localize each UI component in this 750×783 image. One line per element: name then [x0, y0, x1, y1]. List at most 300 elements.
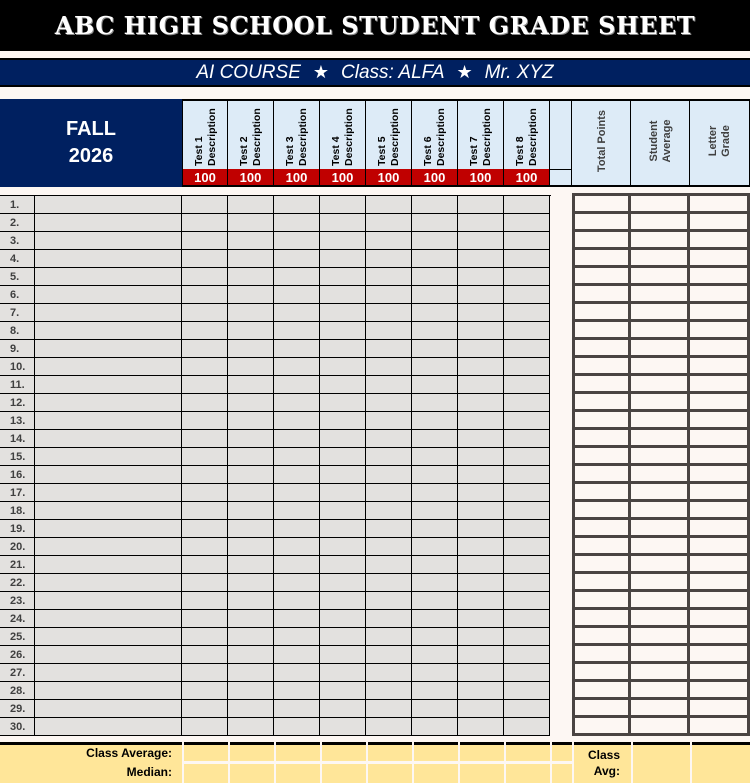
grade-cell[interactable]	[458, 196, 504, 214]
grade-cell[interactable]	[458, 700, 504, 718]
student-name-cell[interactable]	[34, 232, 182, 250]
letter-grade-cell[interactable]	[690, 322, 750, 340]
grade-cell[interactable]	[228, 322, 274, 340]
grade-cell[interactable]	[366, 304, 412, 322]
grade-cell[interactable]	[274, 556, 320, 574]
student-average-cell[interactable]	[631, 466, 690, 484]
grade-cell[interactable]	[228, 628, 274, 646]
grade-cell[interactable]	[320, 628, 366, 646]
total-points-cell[interactable]	[575, 664, 631, 682]
grade-cell[interactable]	[504, 394, 550, 412]
total-points-cell[interactable]	[575, 304, 631, 322]
grade-cell[interactable]	[458, 268, 504, 286]
grade-cell[interactable]	[504, 232, 550, 250]
test-max-points[interactable]: 100	[228, 169, 274, 187]
grade-cell[interactable]	[458, 484, 504, 502]
grade-cell[interactable]	[274, 430, 320, 448]
grade-cell[interactable]	[320, 268, 366, 286]
grade-cell[interactable]	[182, 286, 228, 304]
grade-cell[interactable]	[366, 196, 412, 214]
total-points-cell[interactable]	[575, 502, 631, 520]
class-average-cell[interactable]	[184, 742, 228, 761]
letter-grade-cell[interactable]	[690, 610, 750, 628]
total-points-cell[interactable]	[575, 412, 631, 430]
total-points-cell[interactable]	[575, 574, 631, 592]
grade-cell[interactable]	[366, 430, 412, 448]
grade-cell[interactable]	[228, 700, 274, 718]
grade-cell[interactable]	[320, 412, 366, 430]
student-name-cell[interactable]	[34, 322, 182, 340]
grade-cell[interactable]	[320, 340, 366, 358]
grade-cell[interactable]	[504, 214, 550, 232]
grade-cell[interactable]	[274, 376, 320, 394]
test-max-points[interactable]: 100	[182, 169, 228, 187]
total-points-cell[interactable]	[575, 286, 631, 304]
student-average-cell[interactable]	[631, 232, 690, 250]
student-average-cell[interactable]	[631, 610, 690, 628]
student-average-cell[interactable]	[631, 718, 690, 736]
grade-cell[interactable]	[320, 646, 366, 664]
grade-cell[interactable]	[182, 394, 228, 412]
grade-cell[interactable]	[228, 412, 274, 430]
student-average-cell[interactable]	[631, 448, 690, 466]
grade-cell[interactable]	[504, 574, 550, 592]
grade-cell[interactable]	[274, 322, 320, 340]
class-average-cell[interactable]	[322, 742, 366, 761]
grade-cell[interactable]	[412, 718, 458, 736]
median-cell[interactable]	[552, 764, 572, 783]
student-average-cell[interactable]	[631, 286, 690, 304]
test-header[interactable]	[458, 99, 504, 169]
student-average-cell[interactable]	[631, 394, 690, 412]
grade-cell[interactable]	[412, 214, 458, 232]
letter-grade-cell[interactable]	[690, 340, 750, 358]
grade-cell[interactable]	[320, 574, 366, 592]
grade-cell[interactable]	[458, 538, 504, 556]
grade-cell[interactable]	[458, 286, 504, 304]
letter-grade-cell[interactable]	[690, 286, 750, 304]
grade-cell[interactable]	[366, 412, 412, 430]
student-name-cell[interactable]	[34, 304, 182, 322]
student-average-cell[interactable]	[631, 664, 690, 682]
grade-cell[interactable]	[228, 664, 274, 682]
grade-cell[interactable]	[274, 682, 320, 700]
grade-cell[interactable]	[412, 286, 458, 304]
student-name-cell[interactable]	[34, 214, 182, 232]
student-name-cell[interactable]	[34, 268, 182, 286]
grade-cell[interactable]	[182, 592, 228, 610]
student-name-cell[interactable]	[34, 376, 182, 394]
grade-cell[interactable]	[504, 430, 550, 448]
student-average-cell[interactable]	[631, 250, 690, 268]
letter-grade-cell[interactable]	[690, 520, 750, 538]
student-name-cell[interactable]	[34, 430, 182, 448]
total-points-cell[interactable]	[575, 628, 631, 646]
student-name-cell[interactable]	[34, 484, 182, 502]
grade-cell[interactable]	[412, 700, 458, 718]
grade-cell[interactable]	[504, 484, 550, 502]
grade-cell[interactable]	[274, 448, 320, 466]
class-average-cell[interactable]	[230, 742, 274, 761]
student-name-cell[interactable]	[34, 718, 182, 736]
grade-cell[interactable]	[366, 394, 412, 412]
grade-cell[interactable]	[182, 358, 228, 376]
class-avg-cell[interactable]	[633, 742, 690, 783]
grade-cell[interactable]	[320, 502, 366, 520]
grade-cell[interactable]	[182, 700, 228, 718]
grade-cell[interactable]	[182, 448, 228, 466]
grade-cell[interactable]	[320, 304, 366, 322]
letter-grade-cell[interactable]	[690, 214, 750, 232]
student-average-cell[interactable]	[631, 358, 690, 376]
grade-cell[interactable]	[320, 214, 366, 232]
total-points-cell[interactable]	[575, 448, 631, 466]
grade-cell[interactable]	[182, 466, 228, 484]
grade-cell[interactable]	[182, 538, 228, 556]
grade-cell[interactable]	[504, 628, 550, 646]
grade-cell[interactable]	[274, 358, 320, 376]
class-average-cell[interactable]	[276, 742, 320, 761]
grade-cell[interactable]	[182, 376, 228, 394]
median-cell[interactable]	[506, 764, 550, 783]
grade-cell[interactable]	[412, 268, 458, 286]
grade-cell[interactable]	[504, 556, 550, 574]
grade-cell[interactable]	[458, 520, 504, 538]
student-name-cell[interactable]	[34, 196, 182, 214]
grade-cell[interactable]	[366, 682, 412, 700]
test-max-points[interactable]: 100	[366, 169, 412, 187]
grade-cell[interactable]	[366, 538, 412, 556]
grade-cell[interactable]	[504, 664, 550, 682]
grade-cell[interactable]	[366, 268, 412, 286]
total-points-cell[interactable]	[575, 484, 631, 502]
grade-cell[interactable]	[182, 196, 228, 214]
grade-cell[interactable]	[320, 394, 366, 412]
grade-cell[interactable]	[228, 196, 274, 214]
student-name-cell[interactable]	[34, 610, 182, 628]
grade-cell[interactable]	[412, 538, 458, 556]
class-average-cell[interactable]	[506, 742, 550, 761]
grade-cell[interactable]	[366, 376, 412, 394]
grade-cell[interactable]	[504, 268, 550, 286]
test-header[interactable]	[366, 99, 412, 169]
grade-cell[interactable]	[228, 394, 274, 412]
grade-cell[interactable]	[366, 520, 412, 538]
grade-cell[interactable]	[458, 376, 504, 394]
grade-cell[interactable]	[366, 556, 412, 574]
grade-cell[interactable]	[182, 556, 228, 574]
grade-cell[interactable]	[274, 628, 320, 646]
letter-grade-cell[interactable]	[690, 448, 750, 466]
grade-cell[interactable]	[504, 358, 550, 376]
grade-cell[interactable]	[458, 394, 504, 412]
grade-cell[interactable]	[504, 196, 550, 214]
grade-cell[interactable]	[504, 682, 550, 700]
grade-cell[interactable]	[228, 214, 274, 232]
student-average-cell[interactable]	[631, 682, 690, 700]
total-points-cell[interactable]	[575, 196, 631, 214]
grade-cell[interactable]	[228, 232, 274, 250]
student-name-cell[interactable]	[34, 286, 182, 304]
grade-cell[interactable]	[182, 646, 228, 664]
grade-cell[interactable]	[458, 358, 504, 376]
grade-cell[interactable]	[274, 466, 320, 484]
grade-cell[interactable]	[320, 376, 366, 394]
student-average-cell[interactable]	[631, 376, 690, 394]
grade-cell[interactable]	[320, 286, 366, 304]
student-name-cell[interactable]	[34, 394, 182, 412]
student-name-cell[interactable]	[34, 358, 182, 376]
grade-cell[interactable]	[182, 304, 228, 322]
test-max-points[interactable]: 100	[504, 169, 550, 187]
letter-grade-cell[interactable]	[690, 574, 750, 592]
grade-cell[interactable]	[228, 610, 274, 628]
grade-cell[interactable]	[182, 430, 228, 448]
grade-cell[interactable]	[228, 484, 274, 502]
grade-cell[interactable]	[458, 502, 504, 520]
grade-cell[interactable]	[458, 322, 504, 340]
grade-cell[interactable]	[504, 250, 550, 268]
letter-grade-cell[interactable]	[690, 196, 750, 214]
total-points-cell[interactable]	[575, 466, 631, 484]
grade-cell[interactable]	[504, 700, 550, 718]
student-name-cell[interactable]	[34, 448, 182, 466]
letter-grade-cell[interactable]	[690, 718, 750, 736]
grade-cell[interactable]	[228, 574, 274, 592]
grade-cell[interactable]	[228, 376, 274, 394]
total-points-cell[interactable]	[575, 520, 631, 538]
total-points-cell[interactable]	[575, 538, 631, 556]
grade-cell[interactable]	[412, 412, 458, 430]
grade-cell[interactable]	[504, 520, 550, 538]
grade-cell[interactable]	[366, 484, 412, 502]
grade-cell[interactable]	[182, 232, 228, 250]
letter-grade-cell[interactable]	[690, 628, 750, 646]
grade-cell[interactable]	[320, 610, 366, 628]
grade-cell[interactable]	[274, 304, 320, 322]
grade-cell[interactable]	[412, 502, 458, 520]
grade-cell[interactable]	[458, 430, 504, 448]
letter-grade-cell[interactable]	[690, 358, 750, 376]
grade-cell[interactable]	[228, 592, 274, 610]
grade-cell[interactable]	[320, 682, 366, 700]
grade-cell[interactable]	[274, 484, 320, 502]
grade-cell[interactable]	[182, 250, 228, 268]
letter-grade-cell[interactable]	[690, 268, 750, 286]
grade-cell[interactable]	[274, 664, 320, 682]
letter-grade-cell[interactable]	[690, 232, 750, 250]
student-name-cell[interactable]	[34, 664, 182, 682]
grade-cell[interactable]	[274, 520, 320, 538]
test-max-points[interactable]: 100	[412, 169, 458, 187]
grade-cell[interactable]	[228, 682, 274, 700]
grade-cell[interactable]	[412, 250, 458, 268]
grade-cell[interactable]	[504, 610, 550, 628]
grade-cell[interactable]	[182, 322, 228, 340]
grade-cell[interactable]	[504, 340, 550, 358]
student-average-cell[interactable]	[631, 556, 690, 574]
class-average-cell[interactable]	[552, 742, 572, 761]
total-points-cell[interactable]	[575, 250, 631, 268]
grade-cell[interactable]	[412, 304, 458, 322]
letter-grade-cell[interactable]	[690, 664, 750, 682]
student-name-cell[interactable]	[34, 700, 182, 718]
grade-cell[interactable]	[366, 628, 412, 646]
class-avg-cell[interactable]	[692, 742, 750, 783]
grade-cell[interactable]	[458, 574, 504, 592]
total-points-cell[interactable]	[575, 556, 631, 574]
grade-cell[interactable]	[458, 646, 504, 664]
grade-cell[interactable]	[412, 376, 458, 394]
grade-cell[interactable]	[228, 340, 274, 358]
grade-cell[interactable]	[182, 502, 228, 520]
grade-cell[interactable]	[366, 232, 412, 250]
student-average-cell[interactable]	[631, 214, 690, 232]
grade-cell[interactable]	[320, 358, 366, 376]
grade-cell[interactable]	[320, 448, 366, 466]
test-header[interactable]	[504, 99, 550, 169]
total-points-cell[interactable]	[575, 646, 631, 664]
grade-cell[interactable]	[366, 286, 412, 304]
letter-grade-cell[interactable]	[690, 250, 750, 268]
total-points-cell[interactable]	[575, 610, 631, 628]
grade-cell[interactable]	[458, 718, 504, 736]
median-cell[interactable]	[414, 764, 458, 783]
grade-cell[interactable]	[182, 412, 228, 430]
grade-cell[interactable]	[274, 646, 320, 664]
grade-cell[interactable]	[182, 610, 228, 628]
grade-cell[interactable]	[228, 538, 274, 556]
test-header[interactable]	[274, 99, 320, 169]
letter-grade-cell[interactable]	[690, 646, 750, 664]
letter-grade-cell[interactable]	[690, 430, 750, 448]
student-average-cell[interactable]	[631, 412, 690, 430]
grade-cell[interactable]	[228, 466, 274, 484]
grade-cell[interactable]	[458, 250, 504, 268]
letter-grade-cell[interactable]	[690, 412, 750, 430]
total-points-cell[interactable]	[575, 700, 631, 718]
grade-cell[interactable]	[458, 682, 504, 700]
grade-cell[interactable]	[458, 592, 504, 610]
grade-cell[interactable]	[320, 664, 366, 682]
grade-cell[interactable]	[366, 358, 412, 376]
class-average-cell[interactable]	[368, 742, 412, 761]
grade-cell[interactable]	[412, 430, 458, 448]
grade-cell[interactable]	[182, 484, 228, 502]
grade-cell[interactable]	[228, 358, 274, 376]
letter-grade-cell[interactable]	[690, 592, 750, 610]
grade-cell[interactable]	[320, 196, 366, 214]
grade-cell[interactable]	[412, 646, 458, 664]
grade-cell[interactable]	[504, 592, 550, 610]
student-name-cell[interactable]	[34, 538, 182, 556]
grade-cell[interactable]	[274, 718, 320, 736]
class-average-cell[interactable]	[414, 742, 458, 761]
total-points-cell[interactable]	[575, 214, 631, 232]
grade-cell[interactable]	[228, 268, 274, 286]
grade-cell[interactable]	[228, 646, 274, 664]
letter-grade-cell[interactable]	[690, 394, 750, 412]
grade-cell[interactable]	[182, 214, 228, 232]
student-average-cell[interactable]	[631, 628, 690, 646]
grade-cell[interactable]	[366, 448, 412, 466]
grade-cell[interactable]	[320, 322, 366, 340]
grade-cell[interactable]	[458, 556, 504, 574]
letter-grade-cell[interactable]	[690, 700, 750, 718]
grade-cell[interactable]	[228, 304, 274, 322]
grade-cell[interactable]	[458, 664, 504, 682]
grade-cell[interactable]	[182, 520, 228, 538]
grade-cell[interactable]	[412, 592, 458, 610]
grade-cell[interactable]	[412, 610, 458, 628]
student-name-cell[interactable]	[34, 520, 182, 538]
grade-cell[interactable]	[366, 574, 412, 592]
grade-cell[interactable]	[412, 628, 458, 646]
total-points-cell[interactable]	[575, 322, 631, 340]
grade-cell[interactable]	[274, 610, 320, 628]
student-name-cell[interactable]	[34, 646, 182, 664]
grade-cell[interactable]	[504, 646, 550, 664]
test-max-points[interactable]: 100	[320, 169, 366, 187]
grade-cell[interactable]	[366, 610, 412, 628]
total-points-cell[interactable]	[575, 268, 631, 286]
grade-cell[interactable]	[458, 304, 504, 322]
student-average-cell[interactable]	[631, 430, 690, 448]
grade-cell[interactable]	[504, 538, 550, 556]
median-cell[interactable]	[322, 764, 366, 783]
median-cell[interactable]	[230, 764, 274, 783]
grade-cell[interactable]	[458, 214, 504, 232]
grade-cell[interactable]	[366, 700, 412, 718]
grade-cell[interactable]	[274, 574, 320, 592]
letter-grade-cell[interactable]	[690, 466, 750, 484]
grade-cell[interactable]	[182, 718, 228, 736]
grade-cell[interactable]	[274, 592, 320, 610]
student-average-cell[interactable]	[631, 502, 690, 520]
grade-cell[interactable]	[458, 412, 504, 430]
grade-cell[interactable]	[504, 322, 550, 340]
grade-cell[interactable]	[274, 232, 320, 250]
grade-cell[interactable]	[412, 484, 458, 502]
student-average-cell[interactable]	[631, 592, 690, 610]
student-name-cell[interactable]	[34, 628, 182, 646]
total-points-cell[interactable]	[575, 358, 631, 376]
grade-cell[interactable]	[228, 520, 274, 538]
letter-grade-cell[interactable]	[690, 304, 750, 322]
summary-header[interactable]	[572, 99, 631, 187]
grade-cell[interactable]	[412, 682, 458, 700]
grade-cell[interactable]	[412, 448, 458, 466]
grade-cell[interactable]	[412, 358, 458, 376]
grade-cell[interactable]	[504, 502, 550, 520]
grade-cell[interactable]	[182, 574, 228, 592]
grade-cell[interactable]	[458, 340, 504, 358]
student-average-cell[interactable]	[631, 646, 690, 664]
student-name-cell[interactable]	[34, 466, 182, 484]
grade-cell[interactable]	[274, 196, 320, 214]
grade-cell[interactable]	[274, 340, 320, 358]
grade-cell[interactable]	[366, 466, 412, 484]
grade-cell[interactable]	[228, 430, 274, 448]
letter-grade-cell[interactable]	[690, 484, 750, 502]
grade-cell[interactable]	[228, 556, 274, 574]
grade-cell[interactable]	[504, 718, 550, 736]
grade-cell[interactable]	[320, 538, 366, 556]
grade-cell[interactable]	[274, 268, 320, 286]
total-points-cell[interactable]	[575, 718, 631, 736]
grade-cell[interactable]	[274, 250, 320, 268]
grade-cell[interactable]	[458, 232, 504, 250]
